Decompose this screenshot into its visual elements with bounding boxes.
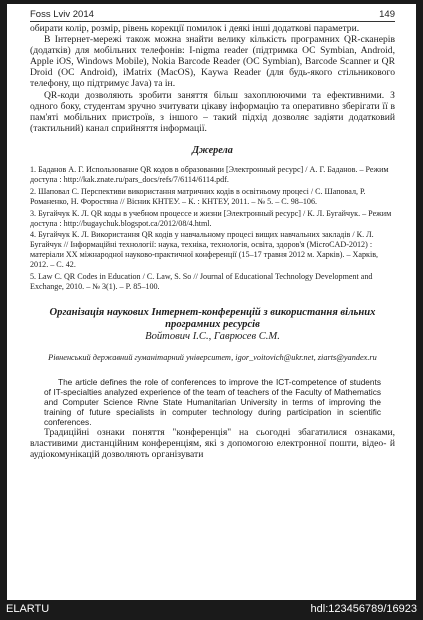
references-list (30, 165, 395, 292)
abstract-text: The article defines the role of conferences to improve the ICT-competence of students of IT-specialties analyzed experience of the team of teachers of the Faculty of Mathematics and Computer Science Rivne State Humanitarian University in terms of improving the training of future specialists in computer technology during participation in scientific conferences. (44, 376, 381, 427)
page-body (30, 23, 395, 460)
document-page (7, 4, 416, 600)
reference-item: 1. Баданов А. Г. Использование QR кодов в образовании [Электронный ресурс] / А. Г. Баданов. – Режим доступа : http://kak.znate.ru/pars_docs/refs/7/6114/6114.pdf. (30, 165, 389, 184)
reference-item: 3. Бугайчук К. Л. QR коды в учебном процессе и жизни [Электронный ресурс] / К. Л. Бугайчук. – Режим доступа : http://bugaychuk.blogspot.ca/2012/08/4.html. (30, 208, 392, 228)
header-journal-title: Foss Lviv 2014 (30, 9, 94, 20)
intro-paragraph-2: В Інтернет-мережі також можна знайти велику кількість програмних QR-сканерів (додатків) для мобільних телефонів: I-nigma reader (підтримка ОС Symbian, Android, Apple iOS, Windows Mobile), Nokia Barcode Reader (ОС Symbian), Barcode Scanner и QR Droid (ОС Android), iMatrix (MacOS), Kaywa Reader (для будь-якого стільникового телефону, що підтримує Java) та ін. (30, 34, 395, 90)
footer-repository-name: ELARTU (6, 603, 50, 615)
article-lead-paragraph: Традиційні ознаки поняття "конференція" на сьогодні збагатилися ознаками, властивими дистанційним конференціям, які з допомогою електронної пошти, відео- й аудіокомунікацій дозволяють організувати (30, 426, 395, 461)
article-affiliation: Рівненський державний гуманітарний університет, igor_voitovich@ukr.net, ziarts@yandex.ru (48, 353, 377, 363)
reference-item: 4. Бугайчук К. Л. Використання QR кодів у навчальному процесі вищих навчальних закладів / К. Л. Бугайчук // Інформаційні технології: наука, техніка, технологія, освіта, здоров'я (MicroCAD-2012) : матеріали XX міжнародної науково-практичної конференції (15–17 травня 2012 м. Харків). – Харків, 2012. – С. 42. (30, 230, 379, 270)
footer-handle: hdl:123456789/16923 (310, 603, 417, 615)
running-header (30, 9, 395, 22)
intro-paragraph-3: QR-коди дозволяють зробити заняття більш захоплюючими та ефективними. З одного боку, студентам зручно зчитувати цікаву інформацію та оперативно зберігати її в пам'яті мобільних пристроїв, з іншого – такий підхід дозволяє задіяти додатковий (тактильний) канал сприйняття інформації. (30, 89, 395, 134)
archive-footer (0, 600, 423, 620)
references-heading: Джерела (192, 144, 233, 156)
reference-item: 2. Шаповал С. Перспективи використання матричних кодів в освітньому процесі / С. Шаповал, Р. Романенко, Н. Форостяна // Вісник КНТЕУ. – К. : КНТЕУ, 2011. – № 5. – С. 98–106. (30, 186, 366, 206)
article-authors: Войтович І.С., Гаврюсев С.М. (145, 331, 280, 343)
intro-paragraph-1: обирати колір, розмір, рівень корекції помилок і деякі інші додаткові параметри. (30, 23, 360, 34)
reference-item: 5. Law C. QR Codes in Education / C. Law, S. So // Journal of Educational Technology Development and Exchange, 2010. – № 3(1). – P. 85–100. (30, 272, 373, 291)
article-title: Організація наукових Інтернет-конференцій з використання вільних програмних ресурсів (49, 306, 376, 331)
header-page-number: 149 (379, 9, 395, 20)
article-abstract (44, 377, 381, 427)
